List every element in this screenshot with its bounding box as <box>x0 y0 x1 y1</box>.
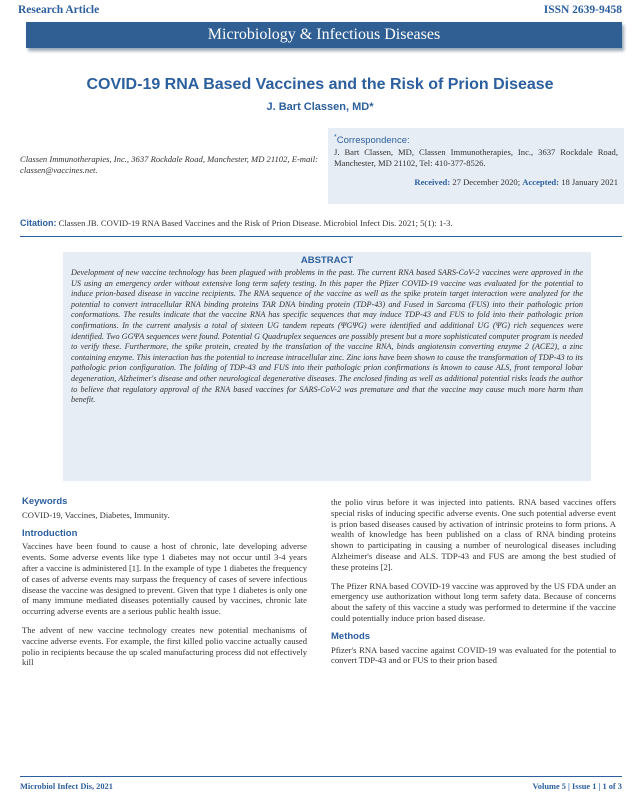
methods-heading: Methods <box>331 630 371 642</box>
received-date: 27 December 2020; <box>452 177 521 188</box>
correspondence-body: J. Bart Classen, MD, Classen Immunotherapies, Inc., 3637 Rockdale Road, Manchester, MD 21102, Tel: 410-377-8526. <box>334 147 618 169</box>
article-title: COVID-19 RNA Based Vaccines and the Risk of Prion Disease <box>86 76 554 93</box>
keywords-heading: Keywords <box>22 496 68 507</box>
article-author: J. Bart Classen, MD* <box>266 101 374 113</box>
keywords-text: COVID-19, Vaccines, Diabetes, Immunity. <box>22 509 170 520</box>
accepted-date: 18 January 2021 <box>561 177 618 188</box>
body-paragraph-4: The Pfizer RNA based COVID-19 vaccine was approved by the US FDA under an emergency use authorization without long term safety data. Because of concerns about the safety of this vaccine a study was performed to determine if the vaccine could potentially induce prion based disease. <box>331 580 616 623</box>
footer-volume: Volume 5 | Issue 1 | 1 of 3 <box>532 782 622 791</box>
article-type: Research Article <box>18 4 100 16</box>
body-paragraph-3: the polio virus before it was injected into patients. RNA based vaccines offers special risks of inducing specific adverse events. One such potential adverse event is prion based diseases caused by activation of intrinsic proteins to form prions. A wealth of knowledge has been published on a class of RNA binding proteins shown to participating in causing a number of neurological diseases including Alzheimer's disease and ALS. TDP-43 and FUS are among the best studied of these proteins [2]. <box>331 497 616 572</box>
abstract-title: ABSTRACT <box>300 255 354 266</box>
introduction-paragraph-1: Vaccines have been found to cause a host of chronic, late developing adverse events. Some adverse events like type 1 diabetes may not occur until 3-4 years after a vaccine is administered [1]. In the example of type 1 diabetes the frequency of cases of adverse events may surpass the frequency of cases of severe infectious disease the vaccine was designed to prevent. Given that type 1 diabetes is only one of many immune mediated diseases potentially caused by vaccines, chronic late occurring adverse events are a serious public health issue. <box>22 541 307 617</box>
received-label: Received: <box>414 177 451 188</box>
top-bar <box>18 4 622 18</box>
left-column <box>22 497 307 668</box>
right-column <box>331 497 616 666</box>
correspondence-mark: * <box>334 134 337 141</box>
accepted-label: Accepted: <box>522 177 560 188</box>
article-dates <box>334 177 618 188</box>
methods-paragraph-1: Pfizer's RNA based vaccine against COVID-19 was evaluated for the potential to convert TDP-43 and or FUS to their prion based <box>331 644 616 666</box>
abstract-text: Development of new vaccine technology has been plagued with problems in the past. The current RNA based SARS-CoV-2 vaccines were approved in the US using an emergency order without extensive long term safety testing. In this paper the Pfizer COVID-19 vaccine was evaluated for the potential to induce prion-based disease in vaccine recipients. The RNA sequence of the vaccine as well as the spike protein target interaction were analyzed for the potential to convert intracellular RNA binding proteins TAR DNA binding protein (TDP-43) and Fused in Sarcoma (FUS) into their pathologic prion conformations. The results indicate that the vaccine RNA has specific sequences that may induce TDP-43 and FUS to fold into their pathologic prion confirmations. In the current analysis a total of sixteen UG tandem repeats (ΨGΨG) were identified and additional UG (ΨG) rich sequences were identified. Two GGΨA sequences were found. Potential G Quadruplex sequences are possibly present but a more sophisticated computer program is needed to verify these. Furthermore, the spike protein, created by the translation of the vaccine RNA, binds angiotensin converting enzyme 2 (ACE2), a zinc containing enzyme. This interaction has the potential to increase intracellular zinc. Zinc ions have been shown to cause the transformation of TDP-43 to its pathologic prion configuration. The folding of TDP-43 and FUS into their pathologic prion confirmations is known to cause ALS, front temporal lobar degeneration, Alzheimer's disease and other neurological degenerative diseases. The enclosed finding as well as additional potential risks leads the author to believe that regulatory approval of the RNA based vaccines for SARS-CoV-2 was premature and that the vaccine may cause much more harm than benefit. <box>71 268 583 405</box>
introduction-heading: Introduction <box>22 527 78 539</box>
correspondence-box <box>328 128 624 204</box>
correspondence-title <box>334 132 618 146</box>
issn: ISSN 2639-9458 <box>543 4 622 16</box>
citation-divider <box>20 236 622 237</box>
footer-journal: Microbiol Infect Dis, 2021 <box>20 782 113 791</box>
citation-text: Classen JB. COVID-19 RNA Based Vaccines and the Risk of Prion Disease. Microbiol Infect Dis. 2021; 5(1): 1-3. <box>58 218 453 228</box>
correspondence-label: Correspondence: <box>336 135 410 147</box>
citation <box>20 218 622 228</box>
journal-banner: Microbiology & Infectious Diseases <box>26 22 622 48</box>
introduction-paragraph-2: The advent of new vaccine technology creates new potential mechanisms of vaccine adverse events. For example, the first killed polio vaccine actually caused polio in recipients because the up scaled manufacturing process did not effectively kill <box>22 624 307 668</box>
author-affiliation: Classen Immunotherapies, Inc., 3637 Rockdale Road, Manchester, MD 21102, E-mail: classen@vaccines.net. <box>20 154 318 175</box>
citation-label: Citation: <box>20 218 57 228</box>
footer-divider <box>20 776 622 777</box>
abstract-box <box>63 252 591 481</box>
